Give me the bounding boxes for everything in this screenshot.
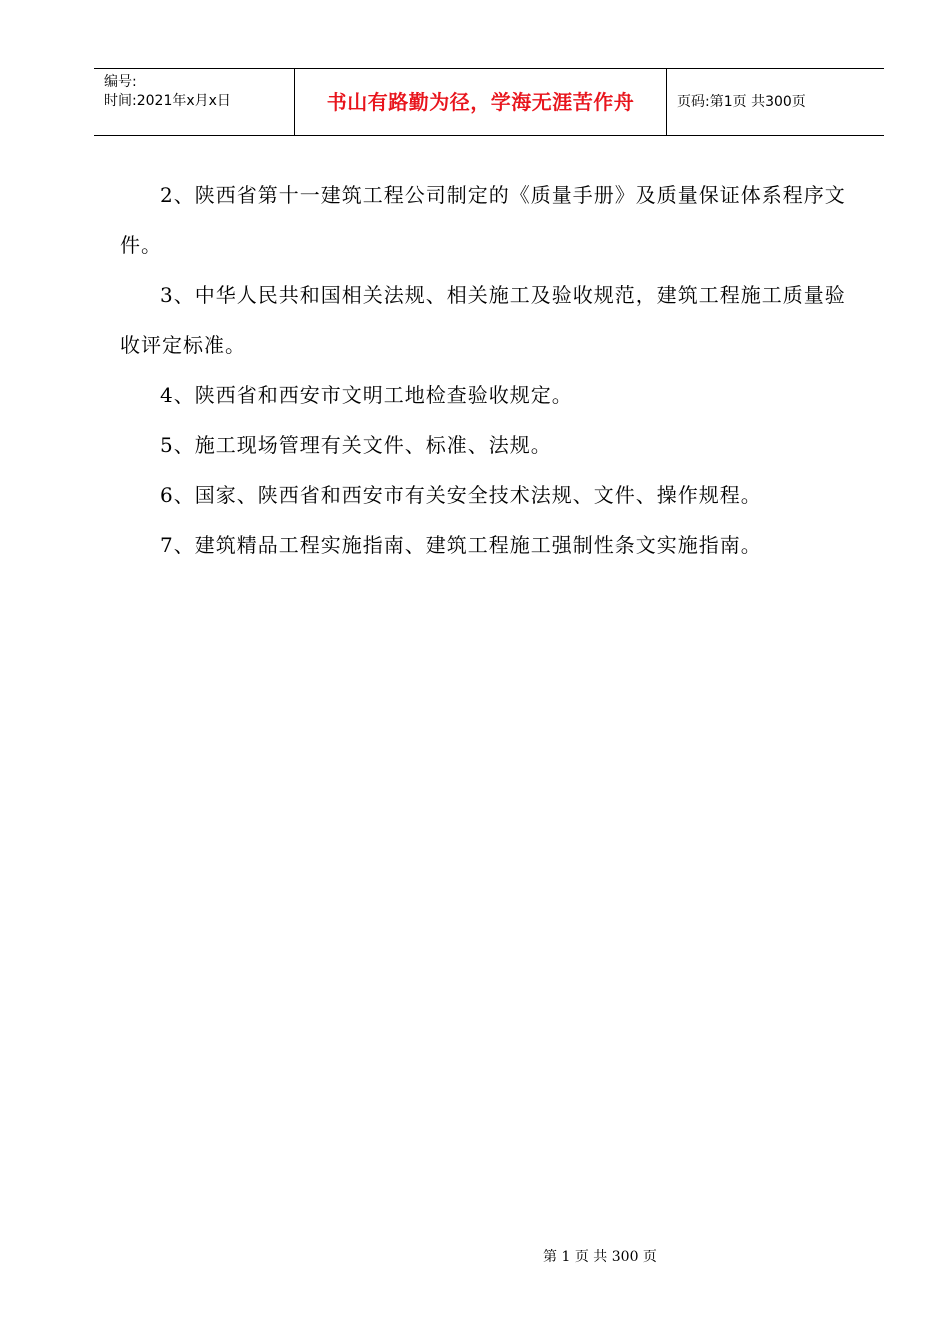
serial-number-label: 编号: — [104, 74, 137, 90]
header-meta-cell — [94, 69, 295, 135]
paragraph-item-7: 7、建筑精品工程实施指南、建筑工程施工强制性条文实施指南。 — [160, 533, 762, 557]
paragraph-item-2: 2、陕西省第十一建筑工程公司制定的《质量手册》及质量保证体系程序文件。 — [120, 183, 846, 257]
paragraph-item-4: 4、陕西省和西安市文明工地检查验收规定。 — [160, 383, 573, 407]
page-header — [94, 68, 884, 136]
page-footer — [0, 1246, 950, 1266]
paragraph-item-6: 6、国家、陕西省和西安市有关安全技术法规、文件、操作规程。 — [160, 483, 762, 507]
header-motto: 书山有路勤为径，学海无涯苦作舟 — [295, 69, 667, 135]
footer-page-number: 第 1 页 共 300 页 — [543, 1249, 657, 1265]
time-label: 时间:2021年x月x日 — [104, 93, 231, 109]
header-page-info: 页码:第1页 共300页 — [677, 94, 806, 110]
paragraph-item-5: 5、施工现场管理有关文件、标准、法规。 — [160, 433, 552, 457]
document-body — [120, 170, 850, 570]
paragraph-item-3: 3、中华人民共和国相关法规、相关施工及验收规范，建筑工程施工质量验收评定标准。 — [120, 283, 846, 357]
